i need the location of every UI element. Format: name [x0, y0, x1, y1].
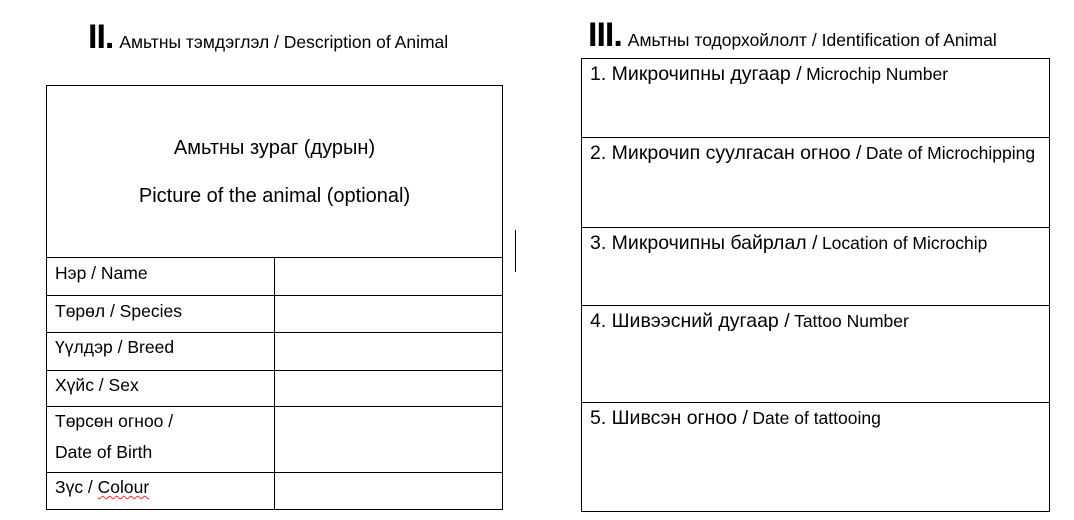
- table-row-breed: [47, 333, 502, 371]
- microchip-location-label-en: Location of Microchip: [821, 233, 988, 253]
- section-3-title: Амьтны тодорхойлолт / Identification of Animal: [627, 30, 997, 50]
- microchip-location-label-mn: 3. Микрочипны байрлал /: [590, 232, 818, 254]
- row-label-cell: [47, 473, 275, 509]
- animal-identification-table: [581, 58, 1050, 512]
- breed-field[interactable]: [275, 333, 502, 370]
- row-label-cell: [47, 296, 275, 332]
- species-label: Төрөл / Species: [55, 301, 182, 321]
- picture-caption-en: Picture of the animal (optional): [138, 185, 411, 207]
- microchip-location-label: [590, 232, 1041, 256]
- microchip-location-row[interactable]: [582, 228, 1049, 306]
- microchip-number-row[interactable]: [582, 59, 1049, 138]
- sex-label: Хүйс / Sex: [55, 375, 139, 395]
- table-row-species: [47, 296, 502, 333]
- row-label-cell: [47, 258, 275, 295]
- microchip-number-label-en: Microchip Number: [806, 64, 949, 84]
- sex-field[interactable]: [275, 371, 502, 406]
- picture-caption-mn: Амьтны зураг (дурын): [173, 137, 376, 159]
- colour-label: [55, 477, 149, 498]
- table-row-sex: [47, 371, 502, 407]
- text-cursor-mark: [515, 230, 516, 272]
- section-2-numeral: II.: [88, 18, 114, 56]
- tattoo-number-label: [590, 310, 1041, 334]
- microchip-date-label: [590, 142, 1041, 166]
- animal-picture-area[interactable]: [47, 86, 502, 258]
- name-label: Нэр / Name: [55, 263, 148, 283]
- section-3-numeral: III.: [588, 16, 622, 54]
- tattoo-date-label-mn: 5. Шивсэн огноо /: [590, 407, 748, 429]
- date-of-birth-label-line1: Төрсөн огноо /: [55, 411, 174, 431]
- colour-field[interactable]: [275, 473, 502, 509]
- breed-label: Үүлдэр / Breed: [55, 337, 175, 357]
- tattoo-number-row[interactable]: [582, 306, 1049, 403]
- date-of-birth-label-line2: Date of Birth: [55, 442, 153, 462]
- colour-label-prefix: Зүс /: [55, 477, 98, 497]
- tattoo-number-label-en: Tattoo Number: [794, 311, 909, 331]
- microchip-date-label-en: Date of Microchipping: [865, 143, 1036, 163]
- row-label-cell: [47, 333, 275, 370]
- section-2-heading: [88, 20, 448, 54]
- name-field[interactable]: [275, 258, 502, 295]
- microchip-date-label-mn: 2. Микрочип суулгасан огноо /: [590, 142, 862, 164]
- section-3-heading: [588, 18, 997, 52]
- tattoo-number-label-mn: 4. Шивээсний дугаар /: [590, 310, 790, 332]
- row-label-cell: [47, 371, 275, 406]
- tattoo-date-label: [590, 407, 1041, 431]
- date-of-birth-field[interactable]: [275, 407, 502, 472]
- microchip-date-row[interactable]: [582, 138, 1049, 228]
- row-label-cell: [47, 407, 275, 472]
- table-row-name: [47, 258, 502, 296]
- table-row-colour: [47, 473, 502, 509]
- tattoo-date-label-en: Date of tattooing: [752, 408, 881, 428]
- microchip-number-label-mn: 1. Микрочипны дугаар /: [590, 63, 802, 85]
- colour-label-suffix: Colour: [97, 477, 150, 497]
- table-row-date-of-birth: [47, 407, 502, 473]
- tattoo-date-row[interactable]: [582, 403, 1049, 511]
- section-2-title: Амьтны тэмдэглэл / Description of Animal: [119, 32, 449, 52]
- species-field[interactable]: [275, 296, 502, 332]
- microchip-number-label: [590, 63, 1041, 87]
- animal-description-table: [46, 85, 503, 510]
